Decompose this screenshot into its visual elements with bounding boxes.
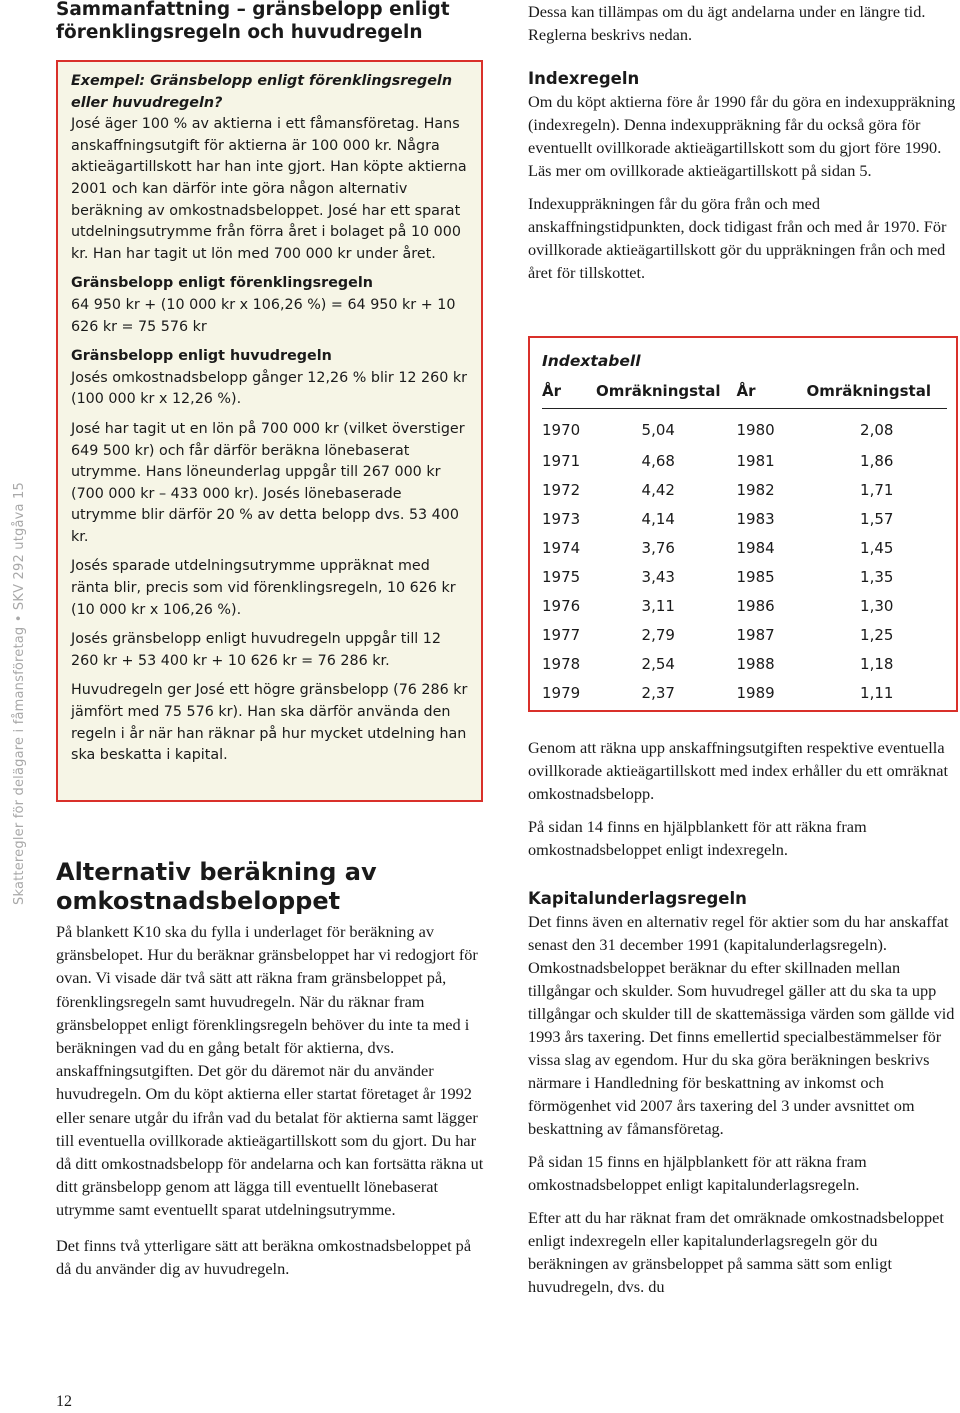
header-factor: Omräkningstal <box>596 382 720 409</box>
table-row <box>542 475 947 504</box>
simple-rule-calculation: 64 950 kr + (10 000 kr x 106,26 %) = 64 950 kr + 10 626 kr = 75 576 kr <box>71 296 456 335</box>
capital-rule-heading: Kapitalunderlagsregeln <box>528 889 747 908</box>
cell-factor-2: 1,86 <box>860 451 894 470</box>
alt-calculation-body <box>56 920 488 1292</box>
table-row <box>542 504 947 533</box>
cell-year-2: 1981 <box>736 451 775 470</box>
page-number: 12 <box>56 1393 72 1410</box>
example-total-paragraph: Josés gränsbelopp enligt huvudregeln uppgår till 12 260 kr + 53 400 kr + 10 626 kr = 76 286 kr. <box>71 631 441 669</box>
cell-factor: 2,54 <box>641 654 675 673</box>
cell-year-2: 1980 <box>736 420 775 439</box>
cell-year: 1978 <box>542 654 581 673</box>
cell-factor-2: 1,57 <box>860 509 894 528</box>
right-intro <box>528 0 960 46</box>
side-running-title: Skatteregler för delägare i fåmansföretag • SKV 292 utgåva 15 <box>12 482 27 905</box>
cell-year-2: 1989 <box>736 683 775 702</box>
index-rule-heading: Indexregeln <box>528 69 640 88</box>
cell-factor: 3,43 <box>641 567 675 586</box>
example-conclusion-paragraph: Huvudregeln ger José ett högre gränsbelopp (76 286 kr jämfört med 75 576 kr). Han ska därför använda den regeln i år när han räknar på hur mycket utdelning han ska beskatta i kapital. <box>71 682 468 764</box>
cell-year: 1971 <box>542 451 581 470</box>
cell-year: 1970 <box>542 420 581 439</box>
cell-factor: 2,37 <box>641 683 675 702</box>
index-table <box>542 382 947 707</box>
example-main-rule <box>71 346 471 411</box>
after-table-paragraph-2: På sidan 14 finns en hjälpblankett för att räkna fram omkostnadsbeloppet enligt indexregeln. <box>528 817 867 859</box>
header-factor-2: Omräkningstal <box>806 382 947 409</box>
index-rule-section <box>528 68 960 294</box>
alt-calculation-heading: Alternativ beräkning av omkostnadsbeloppet <box>56 858 377 915</box>
index-table-body <box>542 409 947 708</box>
alt-paragraph-2: Det finns två ytterligare sätt att beräkna omkostnadsbeloppet på då du använder dig av huvudregeln. <box>56 1235 472 1278</box>
table-row <box>542 533 947 562</box>
example-box <box>56 60 483 802</box>
cell-factor: 4,14 <box>641 509 675 528</box>
main-rule-calculation: Josés omkostnadsbelopp gånger 12,26 % blir 12 260 kr (100 000 kr x 12,26 %). <box>71 369 468 408</box>
example-saved-paragraph: Josés sparade utdelningsutrymme uppräknat med ränta blir, precis som vid förenklingsregeln, 10 626 kr (10 000 kr x 106,26 %). <box>71 558 456 618</box>
header-year-2: År <box>720 382 806 409</box>
example-intro: José äger 100 % av aktierna i ett fåmansföretag. Hans anskaffningsutgift för aktierna är 100 000 kr. Några aktieägartillskott har han inte gjort. Han köpte aktierna 2001 och kan därför inte göra någon alternativ beräkning av omkostnadsbeloppet. José har ett sparat utdelningsutrymme från förra året i bolaget på 10 000 kr. Han har tagit ut lön med 700 000 kr under året. <box>71 116 467 262</box>
cell-year: 1979 <box>542 683 581 702</box>
capital-rule-paragraph-2: På sidan 15 finns en hjälpblankett för att räkna fram omkostnadsbeloppet enligt kapitalunderlagsregeln. <box>528 1152 867 1194</box>
main-rule-heading: Gränsbelopp enligt huvudregeln <box>71 348 332 365</box>
example-title: Exempel: Gränsbelopp enligt förenklingsregeln eller huvudregeln? <box>71 73 453 111</box>
after-table-section <box>528 736 960 871</box>
cell-factor-2: 1,25 <box>860 625 894 644</box>
cell-factor-2: 1,35 <box>860 567 894 586</box>
header-year: År <box>542 382 596 409</box>
cell-factor: 3,11 <box>641 596 675 615</box>
cell-year-2: 1987 <box>736 625 775 644</box>
table-row <box>542 446 947 475</box>
cell-factor: 5,04 <box>641 420 675 439</box>
cell-factor: 3,76 <box>641 538 675 557</box>
right-intro-paragraph: Dessa kan tillämpas om du ägt andelarna under en längre tid. Reglerna beskrivs nedan. <box>528 2 926 44</box>
cell-year: 1977 <box>542 625 581 644</box>
index-table-title: Indextabell <box>542 352 641 370</box>
example-salary-paragraph: José har tagit ut en lön på 700 000 kr (vilket överstiger 649 500 kr) och får därför beräkna lönebaserat utrymme. Hans löneunderlag uppgår till 267 000 kr (700 000 kr – 433 000 kr). Josés lönebaserade utrymme blir därför 20 % av detta belopp dvs. 53 400 kr. <box>71 420 465 545</box>
cell-year-2: 1983 <box>736 509 775 528</box>
summary-title: Sammanfattning – gränsbelopp enligt förenklingsregeln och huvudregeln <box>56 0 450 43</box>
cell-factor-2: 1,71 <box>860 480 894 499</box>
cell-year-2: 1984 <box>736 538 775 557</box>
cell-factor: 2,79 <box>641 625 675 644</box>
cell-year-2: 1982 <box>736 480 775 499</box>
cell-factor-2: 1,45 <box>860 538 894 557</box>
index-table-box <box>528 336 958 712</box>
table-row <box>542 591 947 620</box>
cell-year: 1972 <box>542 480 581 499</box>
table-row <box>542 562 947 591</box>
table-row <box>542 409 947 447</box>
after-table-paragraph-1: Genom att räkna upp anskaffningsutgiften respektive eventuella ovillkorade aktieägartillskott med index erhåller du ett omräknat omkostnadsbelopp. <box>528 738 949 803</box>
cell-factor-2: 1,18 <box>860 654 894 673</box>
table-row <box>542 620 947 649</box>
index-table-header-row <box>542 382 947 409</box>
cell-factor: 4,42 <box>641 480 675 499</box>
table-row <box>542 678 947 707</box>
cell-factor: 4,68 <box>641 451 675 470</box>
cell-year: 1973 <box>542 509 581 528</box>
cell-year-2: 1986 <box>736 596 775 615</box>
index-rule-paragraph-1: Om du köpt aktierna före år 1990 får du göra en indexuppräkning (indexregeln). Denna indexuppräkning får du också göra för eventuellt ovillkorade aktieägartillskott som du gjort före 1990. Läs mer om ovillkorade aktieägartillskott på sidan 5. <box>528 92 956 180</box>
index-rule-paragraph-2: Indexuppräkningen får du göra från och med anskaffningstidpunkten, dock tidigast från och med år 1970. För ovillkorade aktieägartillskott gör du uppräkningen från och med året för tillskottet. <box>528 194 947 282</box>
alt-paragraph-1: På blankett K10 ska du fylla i underlaget för beräkning av gränsbelopet. Hur du beräknar gränsbeloppet har vi redogjort för ovan. Vi visade där två sätt att räkna fram gränsbeloppet på, förenklingsregeln samt huvudregeln. När du räknar fram gränsbeloppet enligt förenklingsregeln behöver du inte ta med i beräkningen vad du en gång betalt för aktierna, dvs. anskaffningsutgiften. Det gör du däremot när du använder huvudregeln. Om du köpt aktierna eller startat företaget år 1992 eller senare utgår du ifrån vad du betalat för aktierna samt lägger till eventuella ovillkorade aktieägartillskott som du gjort. Du har då ditt omkostnadsbelopp för andelarna och kan fortsätta räkna ut ditt gränsbelopp genom att lägga till eventuellt lönebaserat utrymme samt eventuellt sparat utdelningsutrymme. <box>56 922 484 1220</box>
capital-rule-section <box>528 888 960 1308</box>
capital-rule-paragraph-1: Det finns även en alternativ regel för aktier som du har anskaffat senast den 31 december 1991 (kapitalunderlagsregeln). Omkostnadsbeloppet beräknar du efter skillnaden mellan tillgångar och skulder. Som huvudregel gäller att du ska ta upp tillgångar och skulder till de skattemässiga värden som gällde vid 1993 års taxering. Det finns emellertid specialbestämmelser för vissa slag av egendom. Hur du ska göra beräkningen beskrivs närmare i Handledning för beskattning av inkomst och förmögenhet vid 2007 års taxering del 3 under avsnittet om beskattning av fåmansföretag. <box>528 912 955 1138</box>
table-row <box>542 649 947 678</box>
cell-year: 1975 <box>542 567 581 586</box>
cell-year-2: 1985 <box>736 567 775 586</box>
capital-rule-paragraph-3: Efter att du har räknat fram det omräknade omkostnadsbeloppet enligt indexregeln eller kapitalunderlagsregeln gör du beräkningen av gränsbeloppet på samma sätt som enligt huvudregeln, dvs. du <box>528 1208 944 1296</box>
simple-rule-heading: Gränsbelopp enligt förenklingsregeln <box>71 275 373 292</box>
cell-factor-2: 2,08 <box>860 420 894 439</box>
cell-year: 1974 <box>542 538 581 557</box>
cell-year: 1976 <box>542 596 581 615</box>
cell-factor-2: 1,30 <box>860 596 894 615</box>
cell-year-2: 1988 <box>736 654 775 673</box>
example-simple-rule <box>71 273 471 338</box>
cell-factor-2: 1,11 <box>860 683 894 702</box>
